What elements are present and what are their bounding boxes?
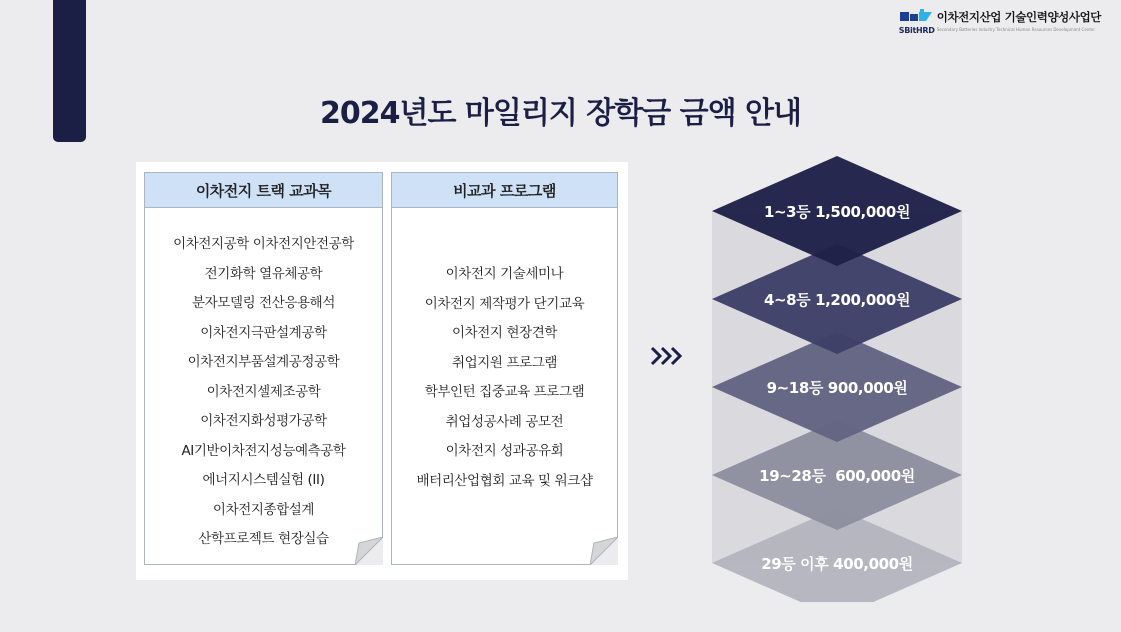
logo-brand: SBitHRD [898,26,935,35]
list-item: 이차전지셀제조공학 [206,383,321,400]
extracurricular-list [391,207,618,565]
tier-label: 1~3등 1,500,000원 [763,203,911,221]
list-item: 이차전지극판설계공학 [200,324,327,341]
page-fold-icon [355,537,383,565]
track-courses-column [144,172,383,565]
list-item: 이차전지 성과공유회 [445,443,564,459]
tier-label: 4~8등 1,200,000원 [763,291,911,309]
tier-label: 29등 이후 400,000원 [761,555,913,573]
list-item: 전기화학 열유체공학 [204,265,323,282]
list-item: 이차전지화성평가공학 [200,413,327,429]
track-courses-list [144,207,383,565]
page-title: 2024년도 마일리지 장학금 금액 안내 [319,96,801,131]
program-panel [136,162,628,580]
list-item: 산학프로젝트 현장실습 [198,531,329,547]
page-fold-icon [590,537,618,565]
list-item: 취업성공사례 공모전 [445,413,564,430]
organization-logo [899,9,1101,35]
logo-mark [899,9,933,35]
tier-label: 9~18등 900,000원 [766,379,908,397]
list-item: AI기반이차전지성능예측공학 [181,442,346,459]
logo-graphic-icon [899,9,933,26]
list-item: 분자모델링 전산응용해석 [192,295,335,311]
tier-label: 19~28등 600,000원 [759,467,915,485]
list-item: 학부인턴 집중교육 프로그램 [424,384,585,400]
scholarship-tier-stack [712,156,962,602]
extracurricular-header: 비교과 프로그램 [391,172,618,207]
list-item: 이차전지종합설계 [212,501,315,518]
list-item: 이차전지 현장견학 [451,325,558,341]
list-item: 이차전지 기술세미나 [445,266,564,282]
list-item: 취업지원 프로그램 [451,354,558,371]
list-item: 이차전지부품설계공정공학 [187,354,340,370]
list-item: 배터리산업협회 교육 및 워크샵 [416,472,593,489]
logo-title: 이차전지산업 기술인력양성사업단 [936,10,1101,24]
chevrons-right-icon [650,345,684,367]
list-item: 이차전지 제작평가 단기교육 [424,295,585,312]
extracurricular-column [391,172,618,565]
track-courses-header: 이차전지 트랙 교과목 [144,172,383,207]
list-item: 이차전지공학 이차전지안전공학 [173,236,354,252]
logo-subtitle: Secondary Batteries Industry Technical Human Resources Development Center [936,27,1095,32]
list-item: 에너지시스템실험 (II) [202,472,325,488]
